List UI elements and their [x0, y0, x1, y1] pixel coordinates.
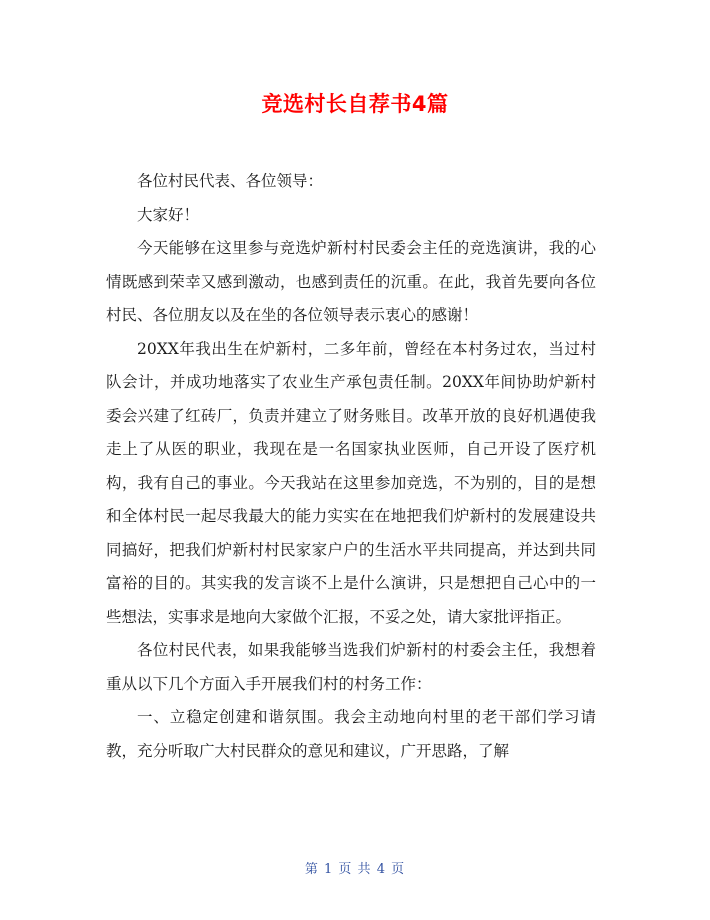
page-footer: 第 1 页 共 4 页	[304, 862, 406, 877]
paragraph-plan-intro: 各位村民代表，如果我能够当选我们炉新村的村委会主任，我想着重从以下几个方面入手开展我们村的村务工作：	[106, 641, 596, 693]
document-title: 竞选村长自荐书4篇	[261, 92, 449, 116]
paragraph-plan-item-1: 一、立稳定创建和谐氛围。我会主动地向村里的老干部们学习请教，充分听取广大村民群众的意见和建议，广开思路，了解	[106, 708, 596, 760]
paragraph-opening: 今天能够在这里参与竞选炉新村村民委会主任的竞选演讲，我的心情既感到荣幸又感到激动，也感到责任的沉重。在此，我首先要向各位村民、各位朋友以及在坐的各位领导表示衷心的感谢！	[106, 239, 596, 324]
document-body	[106, 165, 596, 768]
paragraph-greeting: 大家好！	[137, 205, 200, 224]
paragraph-salutation: 各位村民代表、各位领导：	[137, 172, 324, 190]
paragraph-background: 20XX年我出生在炉新村，二多年前，曾经在本村务过农，当过村队会计，并成功地落实了农业生产承包责任制。20XX年间协助炉新村委会兴建了红砖厂，负责并建立了财务账目。改革开放的良好机遇使我走上了从医的职业，我现在是一名国家执业医师，自己开设了医疗机构，我有自己的事业。今天我站在这里参加竞选，不为别的，目的是想和全体村民一起尽我最大的能力实实在在地把我们炉新村的发展建设共同搞好，把我们炉新村村民家家户户的生活水平共同提高，并达到共同富裕的目的。其实我的发言谈不上是什么演讲，只是想把自己心中的一些想法，实事求是地向大家做个汇报，不妥之处，请大家批评指正。	[106, 339, 596, 626]
